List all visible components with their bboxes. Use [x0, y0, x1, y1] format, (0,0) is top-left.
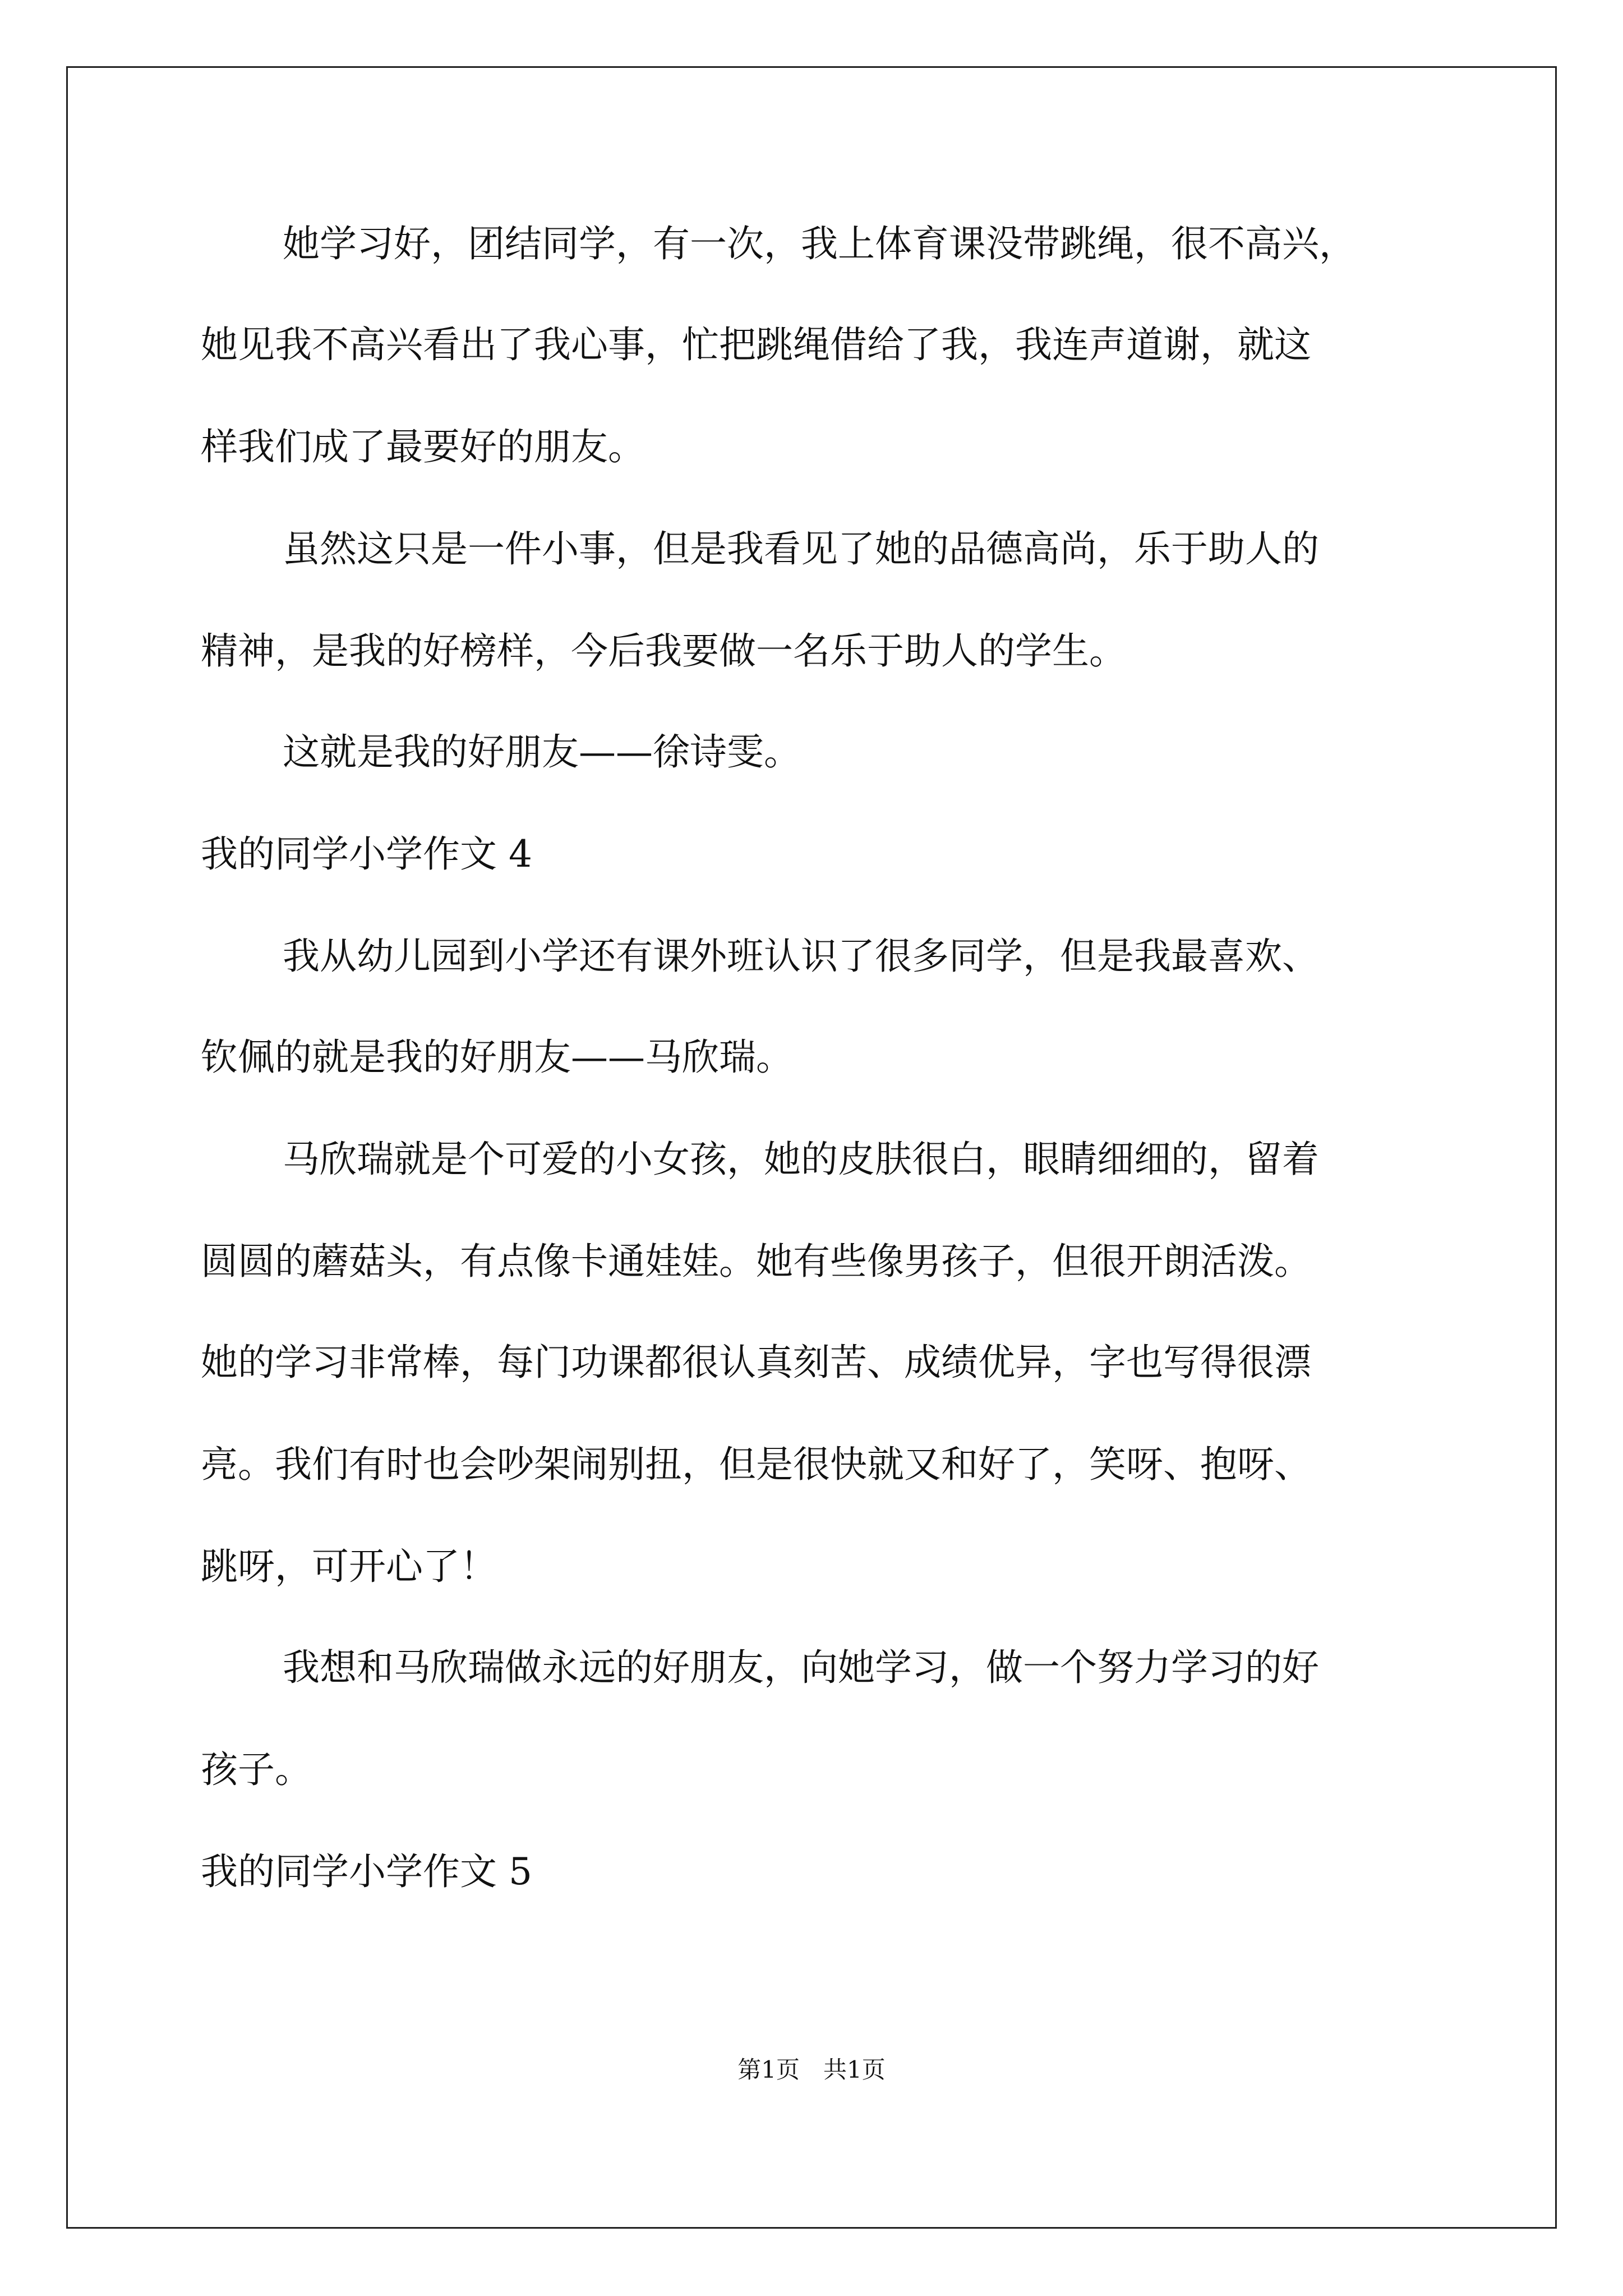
- section-heading: 我的同学小学作文 4: [201, 832, 532, 876]
- paragraph-line: 她学习好，团结同学，有一次，我上体育课没带跳绳，很不高兴，: [283, 222, 1356, 265]
- page-footer: 第1页 共1页: [737, 2056, 886, 2083]
- paragraph-line: 精神，是我的好榜样，今后我要做一名乐于助人的学生。: [201, 629, 1126, 673]
- paragraph-line: 她的学习非常棒，每门功课都很认真刻苦、成绩优异，字也写得很漂: [201, 1341, 1311, 1384]
- paragraph-line: 虽然这只是一件小事，但是我看见了她的品德高尚，乐于助人的: [283, 527, 1319, 570]
- paragraph-line: 跳呀，可开心了！: [201, 1545, 497, 1588]
- paragraph-line: 亮。我们有时也会吵架闹别扭，但是很快就又和好了，笑呀、抱呀、: [201, 1443, 1311, 1486]
- paragraph-line: 孩子。: [201, 1748, 312, 1791]
- paragraph-line: 圆圆的蘑菇头，有点像卡通娃娃。她有些像男孩子，但很开朗活泼。: [201, 1240, 1311, 1283]
- paragraph-line: 她见我不高兴看出了我心事，忙把跳绳借给了我，我连声道谢，就这: [201, 323, 1311, 366]
- paragraph-line: 我想和马欣瑞做永远的好朋友，向她学习，做一个努力学习的好: [283, 1646, 1319, 1689]
- paragraph-line: 样我们成了最要好的朋友。: [201, 425, 645, 468]
- section-heading: 我的同学小学作文 5: [201, 1850, 532, 1893]
- paragraph-line: 这就是我的好朋友——徐诗雯。: [283, 730, 801, 774]
- paragraph-line: 马欣瑞就是个可爱的小女孩，她的皮肤很白，眼睛细细的，留着: [283, 1138, 1319, 1181]
- paragraph-line: 钦佩的就是我的好朋友——马欣瑞。: [201, 1036, 793, 1079]
- paragraph-line: 我从幼儿园到小学还有课外班认识了很多同学，但是我最喜欢、: [283, 935, 1319, 978]
